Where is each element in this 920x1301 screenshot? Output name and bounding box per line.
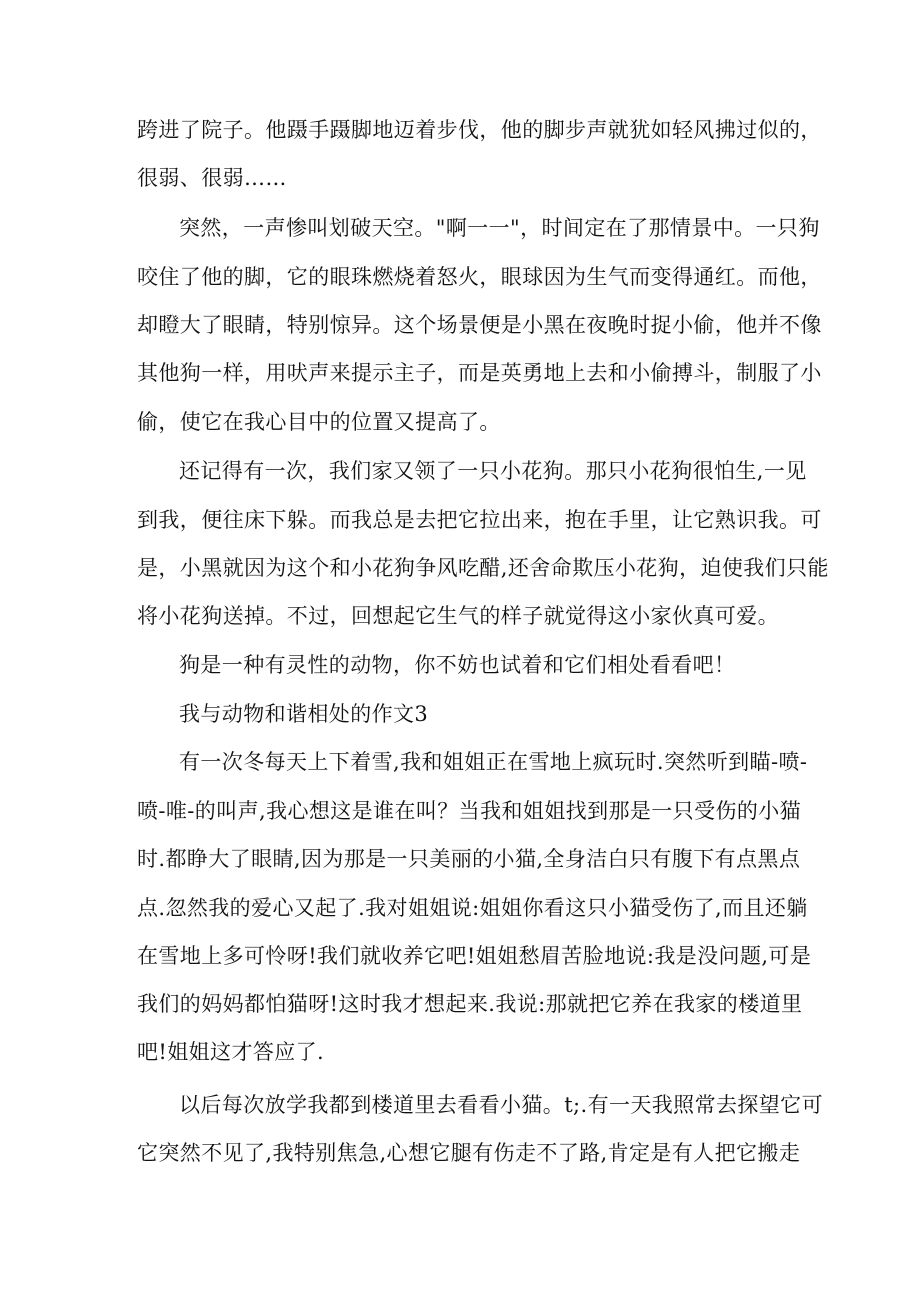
paragraph-line: 点.忽然我的爱心又起了.我对姐姐说:姐姐你看这只小猫受伤了,而且还躺 — [137, 896, 808, 920]
paragraph-line: 以后每次放学我都到楼道里去看看小猫。t;.有一天我照常去探望它可 — [179, 1093, 823, 1117]
paragraph-line: 它突然不见了,我特别焦急,心想它腿有伤走不了路,肯定是有人把它搬走 — [137, 1141, 801, 1165]
paragraph-line: 却瞪大了眼睛，特别惊异。这个场景便是小黑在夜晚时捉小偷，他并不像 — [137, 313, 822, 337]
paragraph-line: 狗是一种有灵性的动物，你不妨也试着和它们相处看看吧！ — [179, 653, 736, 677]
paragraph-line: 还记得有一次，我们家又领了一只小花狗。那只小花狗很怕生,一见 — [179, 459, 807, 483]
essay-title: 我与动物和谐相处的作文3 — [179, 702, 429, 726]
paragraph-line: 偷，使它在我心目中的位置又提高了。 — [137, 410, 501, 434]
paragraph-line: 我们的妈妈都怕猫呀!这时我才想起来.我说:那就把它养在我家的楼道里 — [137, 992, 803, 1016]
paragraph-line: 时.都睁大了眼睛,因为那是一只美丽的小猫,全身洁白只有腹下有点黑点 — [137, 847, 801, 871]
paragraph-line: 将小花狗送掉。不过，回想起它生气的样子就觉得这小家伙真可爱。 — [137, 604, 779, 628]
paragraph-line: 喷-唯-的叫声,我心想这是谁在叫？当我和姐姐找到那是一只受伤的小猫 — [137, 799, 802, 823]
paragraph-line: 突然，一声惨叫划破天空。"啊一一"，时间定在了那情景中。一只狗 — [179, 216, 820, 240]
paragraph-line: 很弱、很弱…… — [137, 166, 287, 190]
paragraph-line: 跨进了院子。他蹑手蹑脚地迈着步伐，他的脚步声就犹如轻风拂过似的， — [137, 118, 822, 142]
paragraph-line: 到我，便往床下躲。而我总是去把它拉出来，抱在手里，让它熟识我。可 — [137, 508, 822, 532]
paragraph-line: 吧!姐姐这才答应了. — [137, 1040, 325, 1064]
paragraph-line: 咬住了他的脚，它的眼珠燃烧着怒火，眼球因为生气而变得通红。而他， — [137, 265, 822, 289]
paragraph-line: 其他狗一样，用吠声来提示主子，而是英勇地上去和小偷搏斗，制服了小 — [137, 361, 822, 385]
paragraph-line: 在雪地上多可怜呀!我们就收养它吧!姐姐愁眉苦脸地说:我是没问题,可是 — [137, 944, 812, 968]
paragraph-line: 是，小黑就因为这个和小花狗争风吃醋,还舍命欺压小花狗，迫使我们只能 — [137, 556, 829, 580]
paragraph-line: 有一次冬每天上下着雪,我和姐姐正在雪地上疯玩时.突然听到瞄-喷- — [179, 750, 808, 774]
